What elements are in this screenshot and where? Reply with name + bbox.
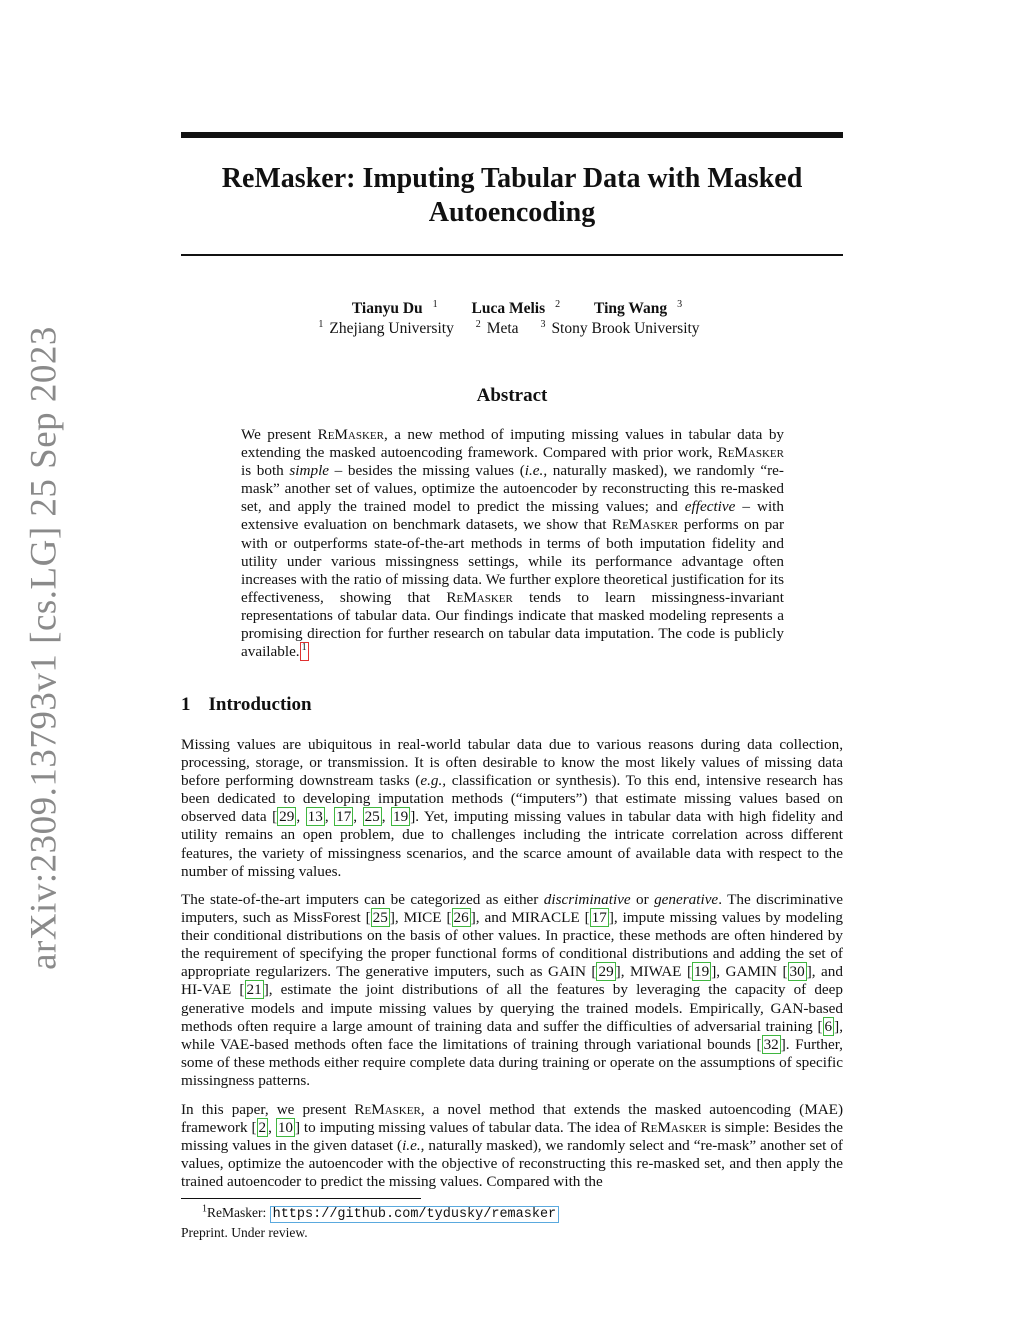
footnote-rule (181, 1198, 421, 1199)
footnote: $^1$ReMasker: https://github.com/tydusky/remasker (202, 1204, 559, 1224)
affiliation: $^1$ Zhejiang University (318, 318, 454, 337)
author-names (181, 299, 843, 319)
affiliation: $^2$ Meta (475, 318, 519, 337)
citation-link[interactable]: 17 (591, 909, 607, 927)
abstract-text: We present ReMasker, a new method of imputing missing values in tabular data by extending the masked autoencoding framework. Compared with prior work, ReMasker is both simple – besides the missing values (i.e., naturally masked), we randomly “re-mask” another set of values, optimize the autoencoder by reconstructing this re-masked set, and apply the trained model to predict the missing values; and effective – with extensive evaluation on benchmark datasets, we show that ReMasker performs on par with or outperforms state-of-the-art methods in terms of both imputation fidelity and utility under various missingness settings, while its performance advantage often increases with the ratio of missing data. We further explore theoretical justification for its effectiveness, showing that ReMasker tends to learn missingness-invariant representations of tabular data. Our findings indicate that masked modeling represents a promising direction for further research on tabular data imputation. The code is publicly available. $^1$ (241, 426, 785, 661)
author: Ting Wang $^3$ (594, 298, 683, 317)
citation-link[interactable]: 25 (364, 808, 380, 826)
title-top-rule (181, 132, 843, 138)
citation-link[interactable]: 29 (598, 963, 614, 981)
section-heading-introduction: 1 Introduction (181, 694, 312, 715)
paper-title (181, 162, 843, 230)
citation-link[interactable]: 32 (763, 1035, 779, 1053)
title-line-2: Autoencoding (428, 197, 596, 228)
citation-link[interactable]: 29 (279, 808, 295, 826)
intro-paragraph-1: Missing values are ubiquitous in real-world tabular data due to various reasons during data collection, processing, storage, or transmission. It is often desirable to know the most likely values of missing data before performing downstream tasks (e.g., classification or synthesis). To this end, intensive research has been dedicated to developing imputation methods (“imputers”) that estimate missing values based on observed data [ 29 , 13 , 17 , 25 , 19 ]. Yet, imputing missing values in tabular data with high fidelity and utility remains an open problem, due to challenges including the intricate correlation across different features, the variety of missingness scenarios, and the scarce amount of available data with respect to the number of missing values. (181, 736, 843, 880)
author: Luca Melis $^2$ (471, 298, 561, 317)
title-line-1: ReMasker: Imputing Tabular Data with Masked (221, 163, 803, 194)
citation-link[interactable]: 25 (372, 909, 388, 927)
citation-link[interactable]: 30 (789, 963, 805, 981)
title-bottom-rule (181, 254, 843, 256)
author-block (181, 299, 843, 339)
citation-link[interactable]: 10 (277, 1119, 293, 1137)
footnote-link[interactable]: 1 (300, 642, 309, 661)
citation-link[interactable]: 21 (246, 981, 262, 999)
citation-link[interactable]: 17 (336, 808, 352, 826)
intro-paragraph-2: The state-of-the-art imputers can be categorized as either discriminative or generative. The discriminative imputers, such as MissForest [ 25 ], MICE [ 26 ], and MIRACLE [ 17 ], impute missing values by modeling their conditional distributions on the basis of other values. In practice, these methods are often hindered by the requirement of specifying the proper functional forms of conditional distributions and adding the set of appropriate regularizers. The generative imputers, such as GAIN [ 29 ], MIWAE [ 19 ], GAMIN [ 30 ], and HI-VAE [ 21 ], estimate the joint distributions of all the features by leveraging the capacity of deep generative models and impute missing values by querying the trained models. Empirically, GAN-based methods often require a large amount of training data and suffer the difficulties of adversarial training [ 6 ], while VAE-based methods often face the limitations of training through variational bounds [ 32 ]. Further, some of these methods either require complete data during training or operate on the assumptions of specific missingness patterns. (181, 891, 843, 1089)
citation-link[interactable]: 19 (694, 963, 710, 981)
affiliations (181, 319, 843, 339)
abstract-heading: Abstract (476, 385, 548, 406)
arxiv-id-text: arXiv:2309.13793v1 [cs.LG] 25 Sep 2023 (23, 326, 65, 970)
citation-link[interactable]: 19 (393, 808, 409, 826)
intro-paragraph-3: In this paper, we present ReMasker, a novel method that extends the masked autoencoding (MAE) framework [ 2 , 10 ] to imputing missing values of tabular data. The idea of ReMasker is simple: Besides the missing values in the given dataset (i.e., naturally masked), we randomly select and “re-mask” another set of values, optimize the autoencoder with the objective of reconstructing this re-masked set, and then apply the trained autoencoder to predict the missing values. Compared with the (181, 1101, 843, 1191)
citation-link[interactable]: 13 (307, 808, 323, 826)
author: Tianyu Du $^1$ (351, 298, 438, 317)
citation-link[interactable]: 6 (824, 1017, 833, 1035)
repository-link[interactable]: https://github.com/tydusky/remasker (270, 1206, 560, 1223)
citation-link[interactable]: 2 (258, 1119, 267, 1137)
citation-link[interactable]: 26 (453, 909, 469, 927)
affiliation: $^3$ Stony Brook University (540, 318, 700, 337)
preprint-notice: Preprint. Under review. (181, 1225, 308, 1240)
